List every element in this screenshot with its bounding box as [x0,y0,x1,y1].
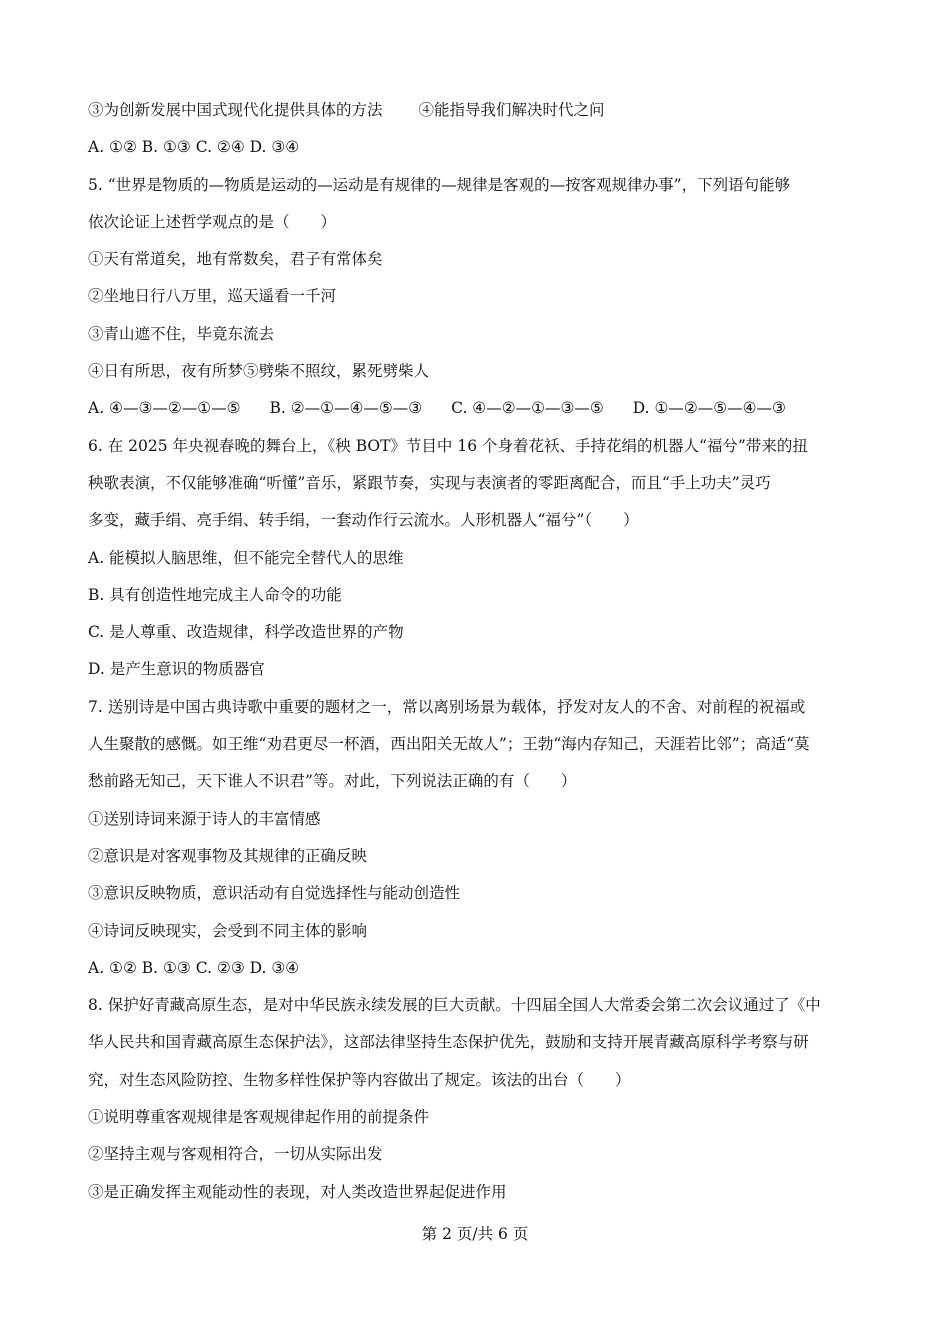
q7-stem-line-1: 7. 送别诗是中国古典诗歌中重要的题材之一，常以离别场景为载体，抒发对友人的不舍、对前程的祝福或 [88,697,806,716]
q6-stem-line-2: 秧歌表演，不仅能够准确“听懂”音乐，紧跟节奏，实现与表演者的零距离配合，而且“手上功夫”灵巧 [88,473,771,492]
q8-stem-line-3: 究，对生态风险防控、生物多样性保护等内容做出了规定。该法的出台（ ） [88,1070,631,1089]
option-c[interactable]: C. ②④ [195,138,245,157]
q7-stem-line-2: 人生聚散的感慨。如王维“劝君更尽一杯酒，西出阳关无故人”；王勃“海内存知己，天涯若比邻”；高适“莫 [88,735,810,754]
q7-option-a[interactable]: A. ①② [88,958,137,977]
continuation-options [88,129,878,166]
q6-stem-line-1: 6. 在 2025 年央视春晚的舞台上，《秧 BOT》节目中 16 个身着花袄、手持花绢的机器人“福兮”带来的扭 [88,436,808,455]
statement-4: ④能指导我们解决时代之问 [418,101,605,119]
q5-option-b[interactable]: B. ②—①—④—⑤—③ [269,399,423,418]
q5-option-c[interactable]: C. ④—②—①—③—⑤ [451,399,604,418]
q5-stem-line-2: 依次论证上述哲学观点的是（ ） [88,212,337,231]
q6-option-d[interactable]: D. 是产生意识的物质器官 [88,660,265,679]
q7-statement-4: ④诗词反映现实，会受到不同主体的影响 [88,921,368,940]
q5-statement-4: ④日有所思，夜有所梦⑤劈柴不照纹，累死劈柴人 [88,362,430,381]
q8-statement-1: ①说明尊重客观规律是客观规律起作用的前提条件 [88,1108,430,1127]
q7-options [88,950,878,987]
q5-statement-2: ②坐地日行八万里，巡天遥看一千河 [88,287,337,306]
q5-stem-line-1: 5. “世界是物质的—物质是运动的—运动是有规律的—规律是客观的—按客观规律办事”，下列语句能够 [88,175,791,194]
q7-option-b[interactable]: B. ①③ [141,958,191,977]
q7-option-d[interactable]: D. ③④ [249,958,300,977]
statement-3: ③为创新发展中国式现代化提供具体的方法 [88,101,383,119]
q8-stem-line-1: 8. 保护好青藏高原生态，是对中华民族永续发展的巨大贡献。十四届全国人大常委会第二次会议通过了《中 [88,996,821,1015]
page-footer [0,1222,950,1246]
q6-stem-line-3: 多变，藏手绢、亮手绢、转手绢，一套动作行云流水。人形机器人“福兮”（ ） [88,511,639,530]
q5-statement-3: ③青山遮不住，毕竟东流去 [88,324,275,343]
option-a[interactable]: A. ①② [88,138,137,157]
option-d[interactable]: D. ③④ [249,138,300,157]
q8-stem-line-2: 华人民共和国青藏高原生态保护法》，这部法律坚持生态保护优先，鼓励和支持开展青藏高原科学考察与研 [88,1033,809,1052]
q7-option-c[interactable]: C. ②③ [195,958,245,977]
continuation-statements [88,92,878,129]
exam-page-content [88,92,878,1211]
q5-statement-1: ①天有常道矣，地有常数矣，君子有常体矣 [88,250,383,269]
q8-statement-2: ②坚持主观与客观相符合，一切从实际出发 [88,1145,383,1164]
q8-statement-3: ③是正确发挥主观能动性的表现，对人类改造世界起促进作用 [88,1182,507,1201]
q6-option-a[interactable]: A. 能模拟人脑思维，但不能完全替代人的思维 [88,548,404,567]
q7-stem-line-3: 愁前路无知己，天下谁人不识君”等。对此，下列说法正确的有（ ） [88,772,577,791]
q7-statement-2: ②意识是对客观事物及其规律的正确反映 [88,846,368,865]
q7-statement-1: ①送别诗词来源于诗人的丰富情感 [88,809,321,828]
q6-option-b[interactable]: B. 具有创造性地完成主人命令的功能 [88,585,342,604]
page-number: 第 2 页/共 6 页 [421,1225,529,1243]
q5-option-d[interactable]: D. ①—②—⑤—④—③ [632,399,786,418]
q6-option-c[interactable]: C. 是人尊重、改造规律，科学改造世界的产物 [88,623,404,642]
q5-options [88,390,878,427]
q5-option-a[interactable]: A. ④—③—②—①—⑤ [88,399,241,418]
option-b[interactable]: B. ①③ [141,138,191,157]
q7-statement-3: ③意识反映物质，意识活动有自觉选择性与能动创造性 [88,884,461,903]
